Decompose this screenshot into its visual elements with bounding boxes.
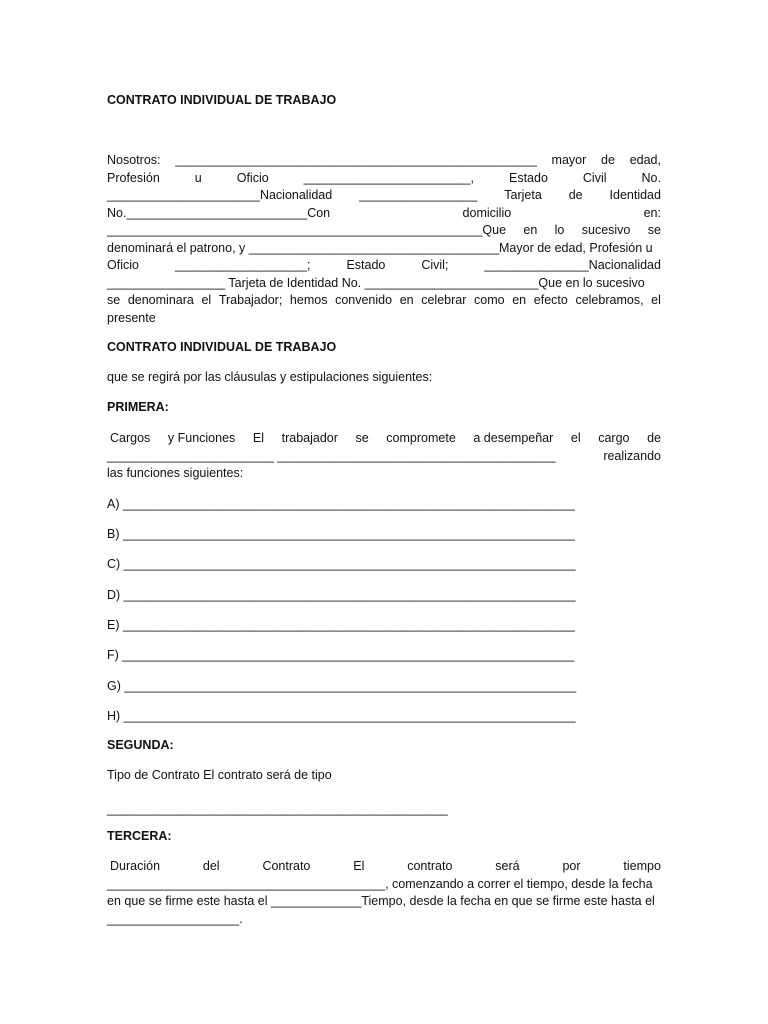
contract-subtitle: CONTRATO INDIVIDUAL DE TRABAJO: [107, 340, 337, 354]
word: edad,: [629, 153, 661, 167]
intro-line-10: presente: [107, 310, 156, 325]
blank: ________________________ ________________________________________: [107, 448, 556, 463]
word: cargo: [598, 431, 630, 445]
word: Nosotros:: [107, 153, 161, 167]
word: Identidad: [609, 188, 661, 202]
blank: ________________________,: [303, 170, 474, 185]
blank: ______________________Nacionalidad: [107, 188, 333, 202]
list-item: H) _________________________________________________________________: [107, 709, 576, 723]
word: Civil: [582, 170, 607, 185]
blank: ______________________________________________________Que: [107, 223, 507, 237]
word: Oficio: [236, 170, 269, 185]
intro-line-7: [107, 257, 661, 275]
word: Trabajador;: [218, 293, 283, 307]
tercera-line-2: ________________________________________, comenzando a correr el tiempo, desde la fecha: [107, 876, 653, 891]
word: Estado: [346, 258, 386, 272]
tercera-line-3: en que se firme este hasta el _____________Tiempo, desde la fecha en que se firme este hasta el: [107, 894, 655, 908]
blank: _________________: [359, 188, 478, 202]
word: efecto: [533, 293, 568, 307]
word: Civil;: [421, 258, 449, 272]
word: como: [474, 293, 505, 307]
word: Cargos: [110, 431, 151, 445]
word: denominara: [127, 293, 194, 307]
segunda-text: Tipo de Contrato El contrato será de tipo: [107, 768, 332, 782]
intro-line-8: _________________ Tarjeta de Identidad No. _________________________Que en lo sucesivo: [107, 275, 645, 290]
intro-line-5: [107, 222, 661, 240]
word: Duración: [110, 859, 161, 873]
blank: ____________________________________________________: [175, 153, 537, 167]
intro-line-1: [107, 152, 661, 170]
clause-heading-segunda: SEGUNDA:: [107, 738, 174, 752]
word: hemos: [289, 293, 328, 307]
word: celebrar: [421, 293, 467, 307]
list-item: D) _________________________________________________________________: [107, 588, 576, 602]
word: contrato: [407, 859, 453, 873]
word: sucesivo: [581, 223, 631, 237]
list-item: C) _________________________________________________________________: [107, 557, 576, 571]
word: el: [651, 293, 661, 307]
word: será: [495, 859, 520, 873]
word: en: [512, 293, 527, 307]
list-item: B) _________________________________________________________________: [107, 527, 575, 541]
intro-line-9: [107, 292, 661, 310]
word: lo: [554, 223, 565, 237]
word: realizando: [603, 448, 661, 463]
intro-line-6: denominará el patrono, y ____________________________________Mayor de edad, Profesión u: [107, 240, 653, 255]
clauses-intro: que se regirá por las cláusulas y estipulaciones siguientes:: [107, 370, 433, 384]
list-item: A) _________________________________________________________________: [107, 497, 575, 511]
word: tiempo: [623, 859, 661, 873]
word: El: [353, 859, 365, 873]
segunda-blank: _________________________________________________: [107, 802, 448, 816]
word: Profesión: [107, 170, 160, 185]
word: en: [399, 293, 414, 307]
word: mayor: [551, 153, 587, 167]
word: No.: [641, 170, 661, 185]
word: celebramos,: [575, 293, 644, 307]
document-title: CONTRATO INDIVIDUAL DE TRABAJO: [107, 93, 337, 107]
word: de: [568, 188, 583, 202]
word: y Funciones: [167, 431, 236, 445]
word: de: [647, 431, 661, 445]
tercera-line-1: [107, 858, 661, 876]
word: en: [523, 223, 538, 237]
word: por: [562, 859, 581, 873]
word: El: [252, 431, 265, 445]
word: compromete: [386, 431, 456, 445]
list-item: F) _________________________________________________________________: [107, 648, 575, 662]
intro-line-3: [107, 187, 661, 205]
tercera-line-4: ___________________.: [107, 911, 243, 926]
word: Tarjeta: [504, 188, 542, 202]
clause-heading-tercera: TERCERA:: [107, 829, 172, 843]
primera-line-2: [107, 448, 661, 466]
word: convenido: [335, 293, 393, 307]
blank: ___________________;: [174, 258, 311, 272]
word: se: [355, 431, 369, 445]
word: Oficio: [107, 258, 139, 272]
primera-line-3: las funciones siguientes:: [107, 466, 244, 480]
word: Estado: [508, 170, 548, 185]
word: de: [601, 153, 615, 167]
blank: No.__________________________Con: [107, 205, 331, 220]
list-item: E) _________________________________________________________________: [107, 618, 575, 632]
word: el: [201, 293, 212, 307]
word: a desempeñar: [473, 431, 554, 445]
word: en:: [643, 205, 661, 220]
word: Contrato: [262, 859, 311, 873]
blank: _______________Nacionalidad: [484, 258, 661, 272]
word: se: [647, 223, 661, 237]
clause-heading-primera: PRIMERA:: [107, 400, 169, 414]
intro-line-4: [107, 205, 661, 223]
word: trabajador: [281, 431, 338, 445]
list-item: G) _________________________________________________________________: [107, 679, 577, 693]
word: domicilio: [462, 205, 512, 220]
word: el: [570, 431, 581, 445]
intro-line-2: [107, 170, 661, 188]
word: del: [202, 859, 220, 873]
primera-line-1: [107, 430, 661, 448]
word: se: [107, 293, 121, 307]
word: u: [194, 170, 202, 185]
